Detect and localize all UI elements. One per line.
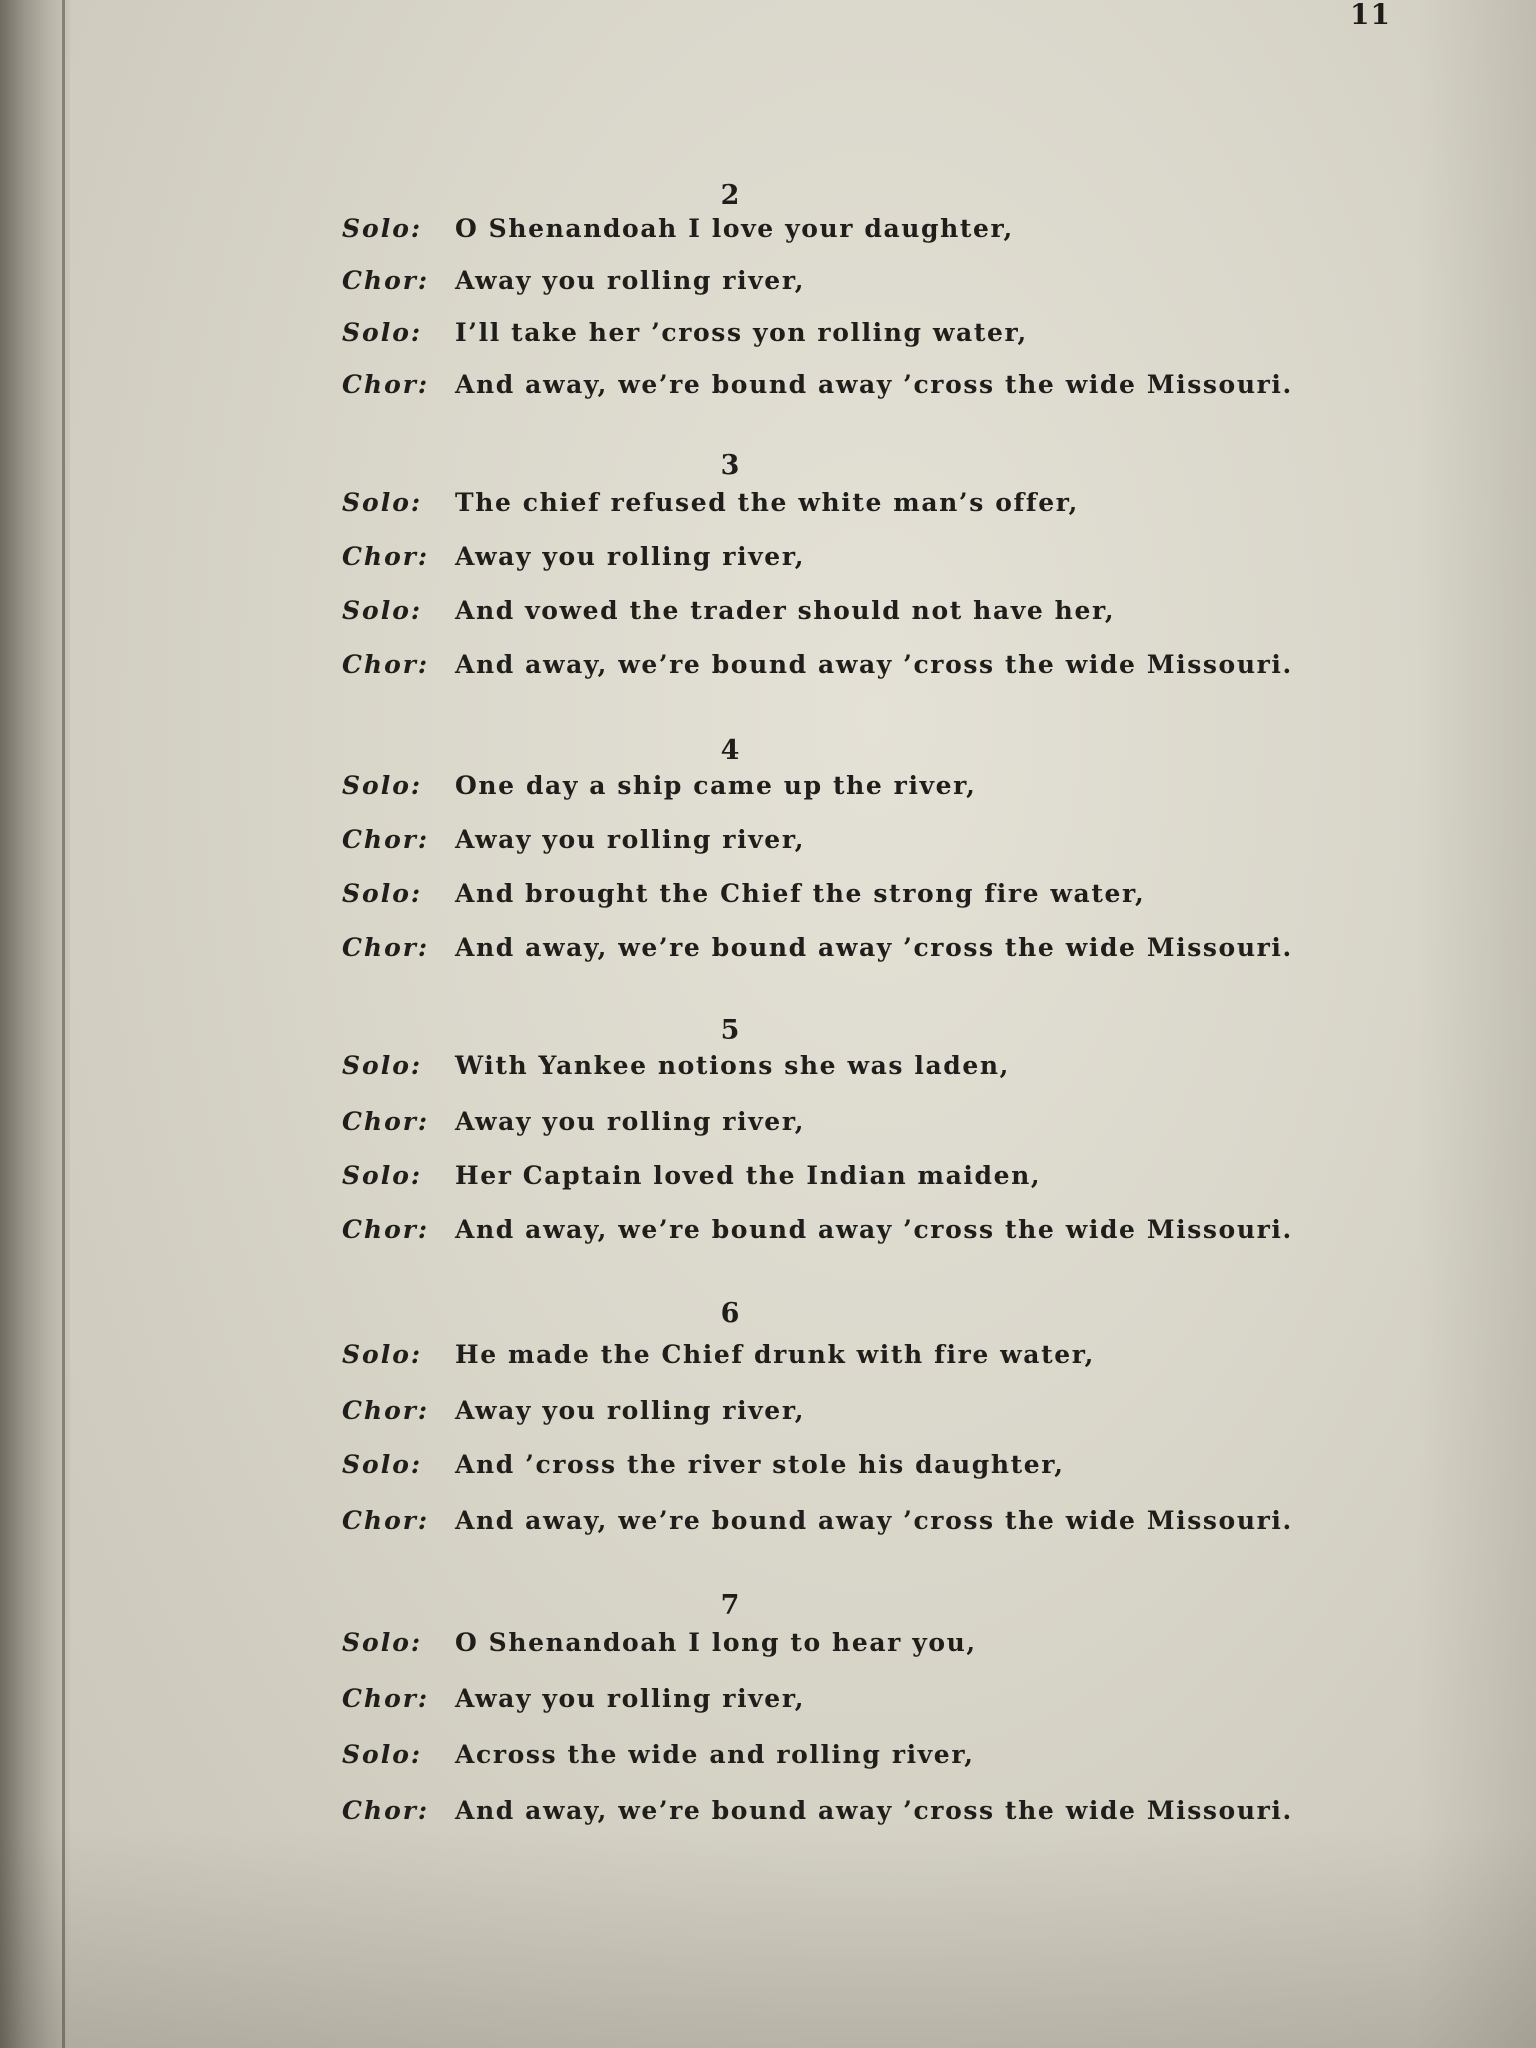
lyric-text: And away, we’re bound away ’cross the wide Missouri. bbox=[455, 1215, 1293, 1244]
lyric-text: Away you rolling river, bbox=[455, 542, 806, 571]
part-label: Solo: bbox=[342, 214, 423, 243]
verse-number: 4 bbox=[720, 735, 740, 766]
part-label: Solo: bbox=[342, 771, 423, 800]
verse-number: 3 bbox=[720, 450, 740, 481]
lyric-text: I’ll take her ’cross yon rolling water, bbox=[455, 318, 1028, 347]
lyric-text: And away, we’re bound away ’cross the wide Missouri. bbox=[455, 1506, 1293, 1535]
part-label: Chor: bbox=[342, 1396, 430, 1425]
lyric-text: Away you rolling river, bbox=[455, 1684, 806, 1713]
part-label: Chor: bbox=[342, 370, 430, 399]
part-label: Solo: bbox=[342, 1628, 423, 1657]
lyric-text: O Shenandoah I love your daughter, bbox=[455, 214, 1014, 243]
part-label: Chor: bbox=[342, 1506, 430, 1535]
verse-number: 2 bbox=[720, 180, 740, 211]
part-label: Solo: bbox=[342, 1051, 423, 1080]
lyric-text: Across the wide and rolling river, bbox=[455, 1740, 975, 1769]
lyric-text: One day a ship came up the river, bbox=[455, 771, 977, 800]
lyric-text: O Shenandoah I long to hear you, bbox=[455, 1628, 977, 1657]
lyric-text: And vowed the trader should not have her, bbox=[455, 596, 1116, 625]
part-label: Chor: bbox=[342, 933, 430, 962]
part-label: Solo: bbox=[342, 1740, 423, 1769]
verse-number: 5 bbox=[720, 1015, 740, 1046]
lyric-text: And away, we’re bound away ’cross the wide Missouri. bbox=[455, 1796, 1293, 1825]
part-label: Chor: bbox=[342, 266, 430, 295]
lyric-text: With Yankee notions she was laden, bbox=[455, 1051, 1010, 1080]
lyric-text: Away you rolling river, bbox=[455, 825, 806, 854]
part-label: Solo: bbox=[342, 1161, 423, 1190]
part-label: Solo: bbox=[342, 596, 423, 625]
part-label: Chor: bbox=[342, 542, 430, 571]
part-label: Solo: bbox=[342, 318, 423, 347]
part-label: Chor: bbox=[342, 1796, 430, 1825]
verse-number: 7 bbox=[720, 1590, 740, 1621]
lyric-text: And brought the Chief the strong fire water, bbox=[455, 879, 1146, 908]
lyric-text: The chief refused the white man’s offer, bbox=[455, 488, 1079, 517]
lyric-text: And away, we’re bound away ’cross the wide Missouri. bbox=[455, 650, 1293, 679]
lyric-text: And away, we’re bound away ’cross the wide Missouri. bbox=[455, 933, 1293, 962]
part-label: Solo: bbox=[342, 1450, 423, 1479]
part-label: Chor: bbox=[342, 825, 430, 854]
lyric-text: Away you rolling river, bbox=[455, 266, 806, 295]
lyric-text: He made the Chief drunk with fire water, bbox=[455, 1340, 1095, 1369]
verse-number: 6 bbox=[720, 1298, 740, 1329]
part-label: Chor: bbox=[342, 1684, 430, 1713]
part-label: Solo: bbox=[342, 1340, 423, 1369]
part-label: Solo: bbox=[342, 488, 423, 517]
part-label: Chor: bbox=[342, 1107, 430, 1136]
lyric-text: And away, we’re bound away ’cross the wide Missouri. bbox=[455, 370, 1293, 399]
part-label: Chor: bbox=[342, 1215, 430, 1244]
lyric-text: And ’cross the river stole his daughter, bbox=[455, 1450, 1065, 1479]
part-label: Solo: bbox=[342, 879, 423, 908]
lyric-text: Away you rolling river, bbox=[455, 1396, 806, 1425]
lyric-text: Her Captain loved the Indian maiden, bbox=[455, 1161, 1042, 1190]
part-label: Chor: bbox=[342, 650, 430, 679]
lyric-text: Away you rolling river, bbox=[455, 1107, 806, 1136]
page-number: 11 bbox=[1350, 0, 1391, 31]
